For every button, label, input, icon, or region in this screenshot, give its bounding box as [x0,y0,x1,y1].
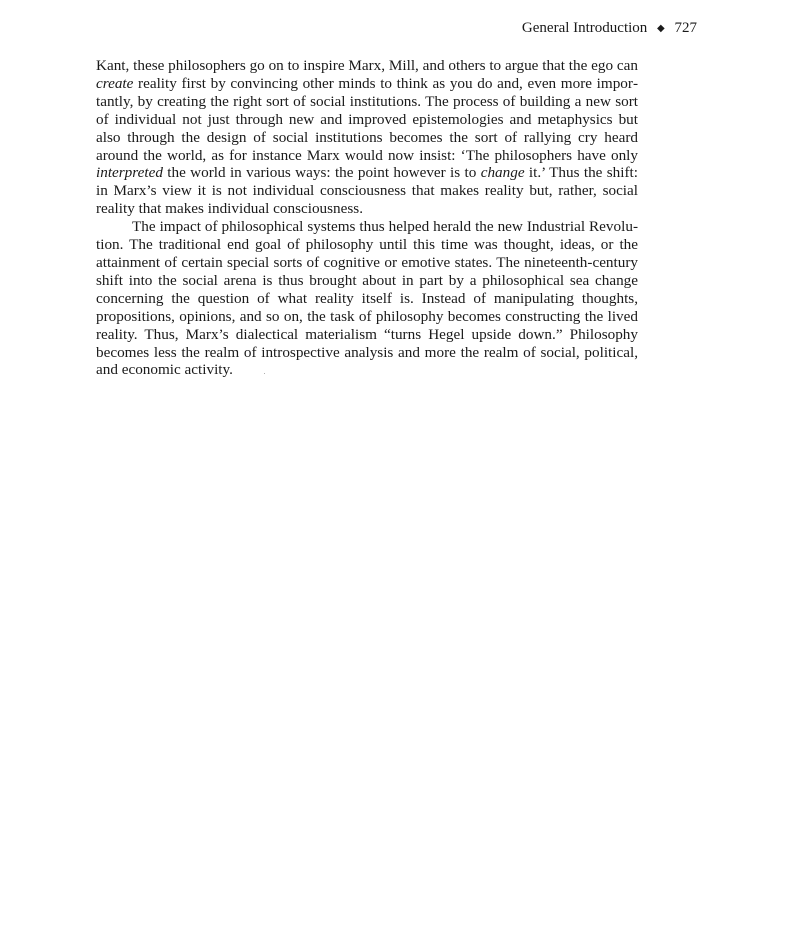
body-text [96,57,638,379]
paragraph-1-text-b: reality first by convincing other minds to think as you do and, even more importantly, by creating the right sort of social institutions. The process of building a new sort of individual not just through new and improved epistemologies and metaphysics but also through the design of social institutions becomes the sort of rallying cry heard around the world, as for instance Marx would now insist: ‘The philosophers have only [96,74,638,164]
diamond-ornament-icon: ◆ [657,23,665,34]
paragraph-1-text-a: Kant, these philosophers go on to inspire Marx, Mill, and others to argue that the ego can [96,57,638,74]
paragraph-1-text-d: it.’ Thus the shift: in Marx’s view it is not individual consciousness that makes reality but, rather, social reality that makes individual consciousness. [96,164,638,218]
page-number: 727 [674,20,697,36]
emphasis-create: create [96,74,134,92]
running-head [522,18,697,39]
section-title: General Introduction [521,20,648,36]
scan-speck [264,373,265,374]
paragraph-2: The impact of philosophical systems thus helped herald the new Industrial Revolution. The traditional end goal of philosophy until this time was thought, ideas, or the attainment of certain special sorts of cognitive or emotive states. The nineteenth-century shift into the social arena is thus brought about in part by a philosophical sea change concerning the question of what reality itself is. Instead of manipulating thoughts, propositions, opinions, and so on, the task of philosophy becomes constructing the lived reality. Thus, Marx’s dialectical materialism “turns Hegel upside down.” Philosophy becomes less the realm of introspective analysis and more the realm of social, political, and economic activity. [96,218,638,379]
emphasis-change: change [480,164,525,182]
paragraph-1-text-c: the world in various ways: the point however is to [162,164,481,182]
emphasis-interpreted: interpreted [96,164,163,182]
paragraph-1 [96,57,638,218]
